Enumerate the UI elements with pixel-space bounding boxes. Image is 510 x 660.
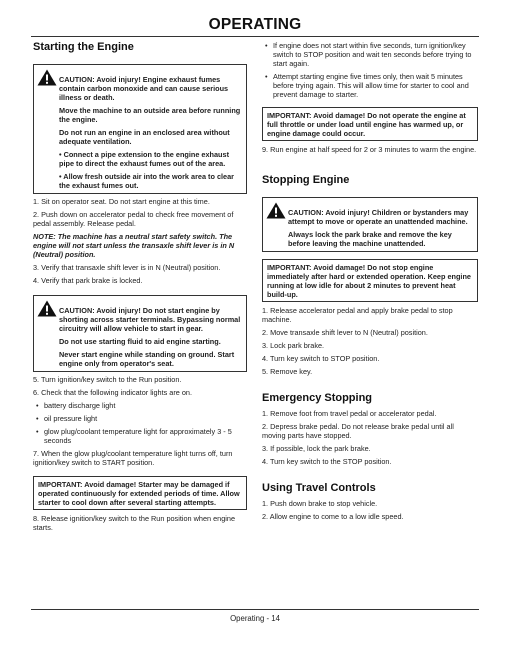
travel-step: 1. Push down brake to stop vehicle. [262, 499, 378, 508]
important-box-warmup [262, 107, 478, 141]
emergency-step: 1. Remove foot from travel pedal or accelerator pedal. [262, 409, 437, 418]
page-title: OPERATING [208, 16, 302, 33]
caution-line: • Connect a pipe extension to the engine exhaust pipe to direct the exhaust fumes out of the area. [59, 150, 230, 168]
list-item: • battery discharge light [36, 401, 116, 410]
important-text: IMPORTANT: Avoid damage! Do not operate the engine at full throttle or under load until engine has warmed up, or engine damage could occur. [267, 111, 466, 138]
caution-line: • Allow fresh outside air into the work area to clear the exhaust fumes out. [59, 172, 235, 190]
caution-box-unattended [262, 197, 478, 252]
important-text: IMPORTANT: Avoid damage! Starter may be damaged if operated continuously for extended periods of time. Allow starter to cool down after several starting attempts. [38, 480, 240, 507]
caution-lead-text: CAUTION: Avoid injury! Engine exhaust fumes contain carbon monoxide and can cause serious illness or death. [59, 75, 229, 102]
emergency-step: 2. Depress brake pedal. Do not release brake pedal until all moving parts have stopped. [262, 422, 454, 440]
caution-line: Do not run an engine in an enclosed area without adequate ventilation. [59, 128, 230, 146]
emergency-step: 4. Turn key switch to the STOP position. [262, 457, 392, 466]
list-item: • Attempt starting engine five times only, then wait 5 minutes before trying again. This will allow time for starter to cool and prevent damage to starter. [265, 72, 469, 99]
warning-triangle-icon [37, 300, 57, 317]
left-column [33, 41, 247, 532]
section-heading-travel-controls: Using Travel Controls [262, 482, 376, 494]
header-rule [31, 36, 479, 37]
section-heading-stopping-engine: Stopping Engine [262, 174, 350, 186]
note-text: NOTE: The machine has a neutral start safety switch. The engine will not start unless the transaxle shift lever is in N (Neutral) position. [33, 232, 235, 259]
page-footer: Operating - 14 [230, 614, 280, 623]
list-item: • glow plug/coolant temperature light for approximately 3 - 5 seconds [36, 427, 232, 445]
stopping-step: 1. Release accelerator pedal and apply brake pedal to stop machine. [262, 306, 453, 324]
right-column [262, 41, 478, 521]
warning-triangle-icon [266, 202, 286, 219]
caution-line: Do not use starting fluid to aid engine starting. [59, 337, 221, 346]
caution-line: Always lock the park brake and remove the key before leaving the machine unattended. [288, 230, 452, 248]
step-9: 9. Run engine at half speed for 2 or 3 minutes to warm the engine. [262, 145, 477, 154]
caution-box-starter [33, 295, 247, 372]
footer-rule [31, 609, 479, 610]
caution-line: Move the machine to an outside area before running the engine. [59, 106, 241, 124]
warning-triangle-icon [37, 69, 57, 86]
important-text: IMPORTANT: Avoid damage! Do not stop engine immediately after hard or extended operation. Keep engine running at low idle for about 2 minutes to prevent heat build-up. [267, 263, 471, 299]
caution-lead-text: CAUTION: Avoid injury! Do not start engine by shorting across starter terminals. Bypassing normal circuitry will allow vehicle to start in gear. [59, 306, 241, 333]
step-8: 8. Release ignition/key switch to the Run position when engine starts. [33, 514, 236, 532]
step-2: 2. Push down on accelerator pedal to check free movement of pedal assembly. Release pedal. [33, 210, 234, 228]
important-box-heat [262, 259, 478, 302]
step-1: 1. Sit on operator seat. Do not start engine at this time. [33, 197, 210, 206]
step-4: 4. Verify that park brake is locked. [33, 276, 143, 285]
stopping-step: 5. Remove key. [262, 367, 313, 376]
step-7: 7. When the glow plug/coolant temperature light turns off, turn ignition/key switch to START position. [33, 449, 233, 467]
stopping-step: 2. Move transaxle shift lever to N (Neutral) position. [262, 328, 428, 337]
step-3: 3. Verify that transaxle shift lever is in N (Neutral) position. [33, 263, 221, 272]
step-5: 5. Turn ignition/key switch to the Run position. [33, 375, 182, 384]
stopping-step: 3. Lock park brake. [262, 341, 325, 350]
section-heading-emergency-stopping: Emergency Stopping [262, 392, 373, 404]
caution-header [266, 202, 473, 226]
emergency-step: 3. If possible, lock the park brake. [262, 444, 371, 453]
important-box-starter [33, 476, 247, 510]
list-item: • oil pressure light [36, 414, 98, 423]
caution-header [37, 69, 242, 102]
caution-lead-text: CAUTION: Avoid injury! Children or bystanders may attempt to move or operate an unattended machine. [288, 208, 469, 226]
caution-box-exhaust [33, 64, 247, 194]
section-heading-starting-engine: Starting the Engine [33, 41, 134, 53]
travel-step: 2. Allow engine to come to a low idle speed. [262, 512, 404, 521]
caution-header [37, 300, 242, 333]
step-6: 6. Check that the following indicator lights are on. [33, 388, 192, 397]
caution-line: Never start engine while standing on ground. Start engine only from operator's seat. [59, 350, 235, 368]
stopping-step: 4. Turn key switch to STOP position. [262, 354, 380, 363]
list-item: • If engine does not start within five seconds, turn ignition/key switch to STOP position and wait ten seconds before trying to start again. [265, 41, 472, 68]
